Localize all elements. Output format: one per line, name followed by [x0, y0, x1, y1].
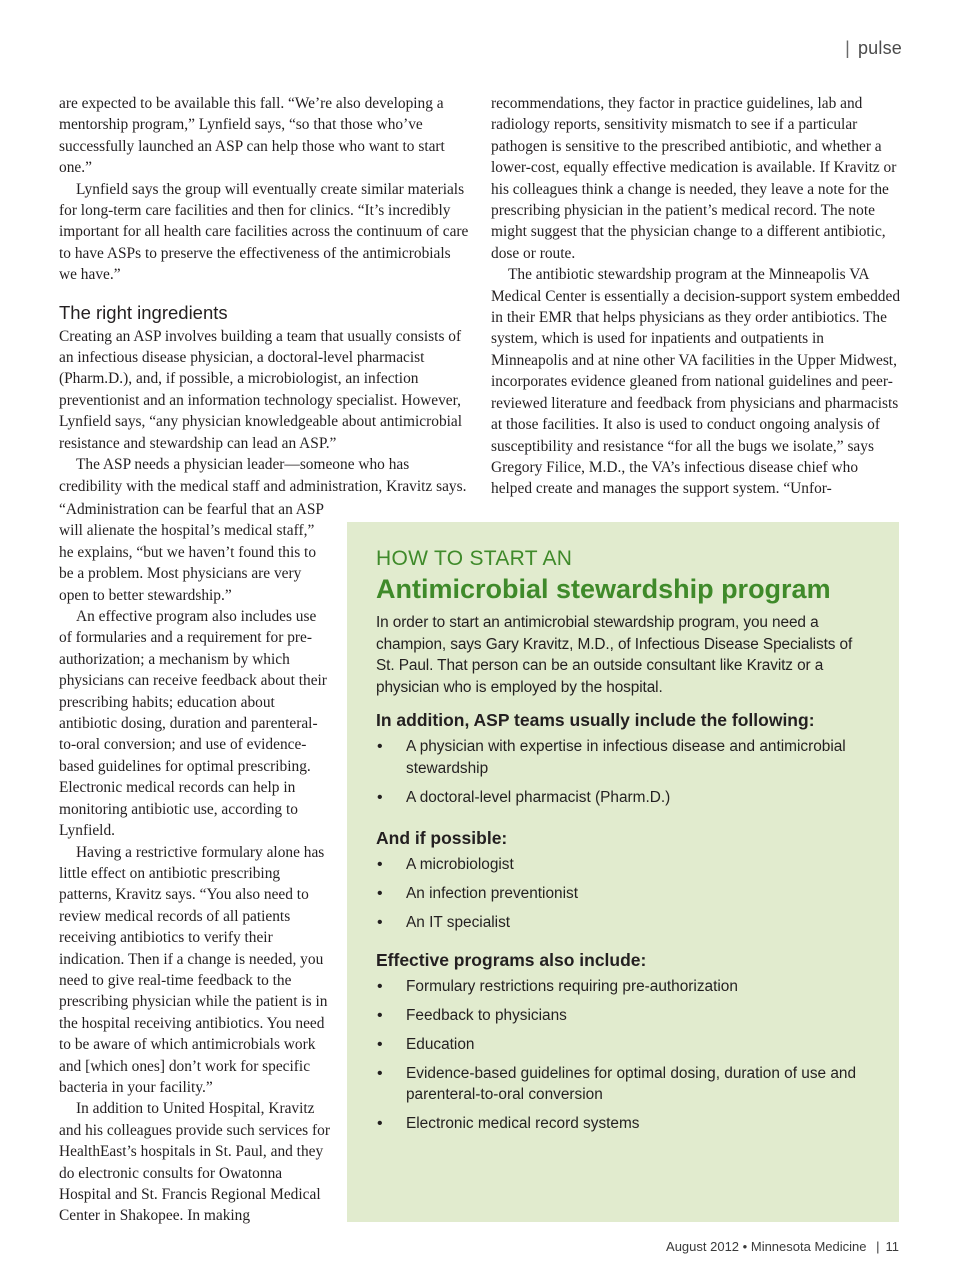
footer-issue: August 2012	[666, 1239, 740, 1254]
paragraph: In addition to United Hospital, Kravitz and his colleagues provide such services for HealthEast’s hospitals in St. Paul, and they do electronic consults for Owatonna Hospital and St. Francis Regional Medical Center in Shakopee. In making	[59, 1100, 330, 1225]
paragraph: Creating an ASP involves building a team that usually consists of an infectious disease physician, a doctoral-level pharmacist (Pharm.D.), and, if possible, a microbiologist, an infection preventionist and an information technology specialist. However, Lynfield says, “any physician knowledgeable about antimicrobial resistance and stewardship can lead an ASP.”	[59, 327, 463, 452]
paragraph: Lynfield says the group will eventually create similar materials for long-term care facilities and then for clinics. “It’s incredibly important for all health care facilities across the continuum of care to have ASPs to preserve the effectiveness of the antimicrobials we have.”	[59, 180, 469, 284]
section-heading: The right ingredients	[59, 301, 228, 323]
list-item: • A microbiologist	[376, 854, 871, 876]
paragraph: are expected to be available this fall. “We’re also developing a mentorship program,” Lynfield says, “so that those who’ve successfully launched an ASP can help those who want to start one.”	[59, 95, 445, 177]
list-item: • Evidence-based guidelines for optimal dosing, duration of use and parenteral-to-oral conversion	[376, 1063, 871, 1106]
paragraph: An effective program also includes use of formularies and a requirement for pre-authorization; a mechanism by which physicians can receive feedback about their prescribing habits; education about antibiotic dosing, duration and parenteral-to-oral conversion; and use of evidence-based guidelines for optimal prescribing. Electronic medical records can help in monitoring antibiotic use, according to Lynfield.	[59, 608, 327, 840]
paragraph: The ASP needs a physician leader—someone who has credibility with the medical staff and administration, Kravitz says.	[59, 456, 467, 495]
sidebar-kicker: HOW TO START AN	[376, 547, 573, 570]
paragraph: The antibiotic stewardship program at the Minneapolis VA Medical Center is essentially a decision-support system embedded in their EMR that helps physicians as they order antibiotics. The system, which is used for inpatients and outpatients in Minneapolis and at nine other VA facilities in the Upper Midwest, incorporates evidence gleaned from national guidelines and peer-reviewed literature and feedback from physicians and pharmacists at those facilities. It also is used to conduct ongoing analysis of susceptibility and resistance “for all the bugs we isolate,” says Gregory Filice, M.D., the VA’s infectious disease chief who helped create and manages the support system. “Unfor-	[491, 266, 901, 498]
section-tag-label: pulse	[857, 38, 902, 58]
list-item: • Formulary restrictions requiring pre-authorization	[376, 976, 871, 998]
section-tag-divider: |	[845, 38, 850, 58]
footer-bullet: •	[742, 1239, 748, 1254]
sidebar-list	[376, 854, 871, 934]
list-item: • An infection preventionist	[376, 883, 871, 905]
list-item: • Electronic medical record systems	[376, 1113, 871, 1135]
list-item: • A doctoral-level pharmacist (Pharm.D.)	[376, 787, 871, 809]
list-item: • Education	[376, 1034, 871, 1056]
sidebar-title: Antimicrobial stewardship program	[376, 574, 831, 604]
page-number: 11	[885, 1239, 899, 1254]
sidebar-subhead: Effective programs also include:	[376, 949, 647, 970]
paragraph: Having a restrictive formulary alone has little effect on antibiotic prescribing patterns, Kravitz says. “You also need to review medical records of all patients receiving antibiotics to verify their indication. Then if a change is needed, you need to give real-time feedback to the prescribing physician while the patient is in the hospital receiving antibiotics. You need to be aware of which antimicrobials work and [which ones] don’t work for specific bacteria in your facility.”	[59, 843, 328, 1096]
list-item: • An IT specialist	[376, 912, 871, 934]
section-tag	[845, 38, 902, 59]
left-column-lower	[59, 499, 331, 1227]
right-column	[491, 93, 901, 500]
sidebar-box	[347, 522, 899, 1222]
sidebar-subhead: In addition, ASP teams usually include the following:	[376, 710, 815, 730]
left-column-top	[59, 93, 469, 497]
list-item: • Feedback to physicians	[376, 1005, 871, 1027]
page-footer	[666, 1239, 899, 1254]
footer-publication: Minnesota Medicine	[750, 1239, 867, 1254]
sidebar-intro: In order to start an antimicrobial stewardship program, you need a champion, says Gary Kravitz, M.D., of Infectious Disease Specialists of St. Paul. That person can be an outside consultant like Kravitz or a physician who is employed by the hospital.	[376, 614, 853, 696]
paragraph: recommendations, they factor in practice guidelines, lab and radiology reports, sensitivity mismatch to see if a particular pathogen is sensitive to the prescribed antibiotic, and whether a lower-cost, equally effective medication is available. If Kravitz or his colleagues think a change is needed, they leave a note for the prescribing physician in the patient’s medical record. The note might suggest that the physician change to a different antibiotic, dose or route.	[491, 95, 897, 262]
list-item: • A physician with expertise in infectious disease and antimicrobial stewardship	[376, 736, 871, 779]
paragraph: “Administration can be fearful that an ASP will alienate the hospital’s medical staff,” he explains, “but we haven’t found this to be a problem. Most physicians are very open to better stewardship.”	[59, 501, 324, 604]
sidebar-list	[376, 976, 871, 1135]
footer-separator: |	[876, 1239, 880, 1254]
sidebar-subhead: And if possible:	[376, 828, 508, 848]
sidebar-list	[376, 736, 871, 808]
